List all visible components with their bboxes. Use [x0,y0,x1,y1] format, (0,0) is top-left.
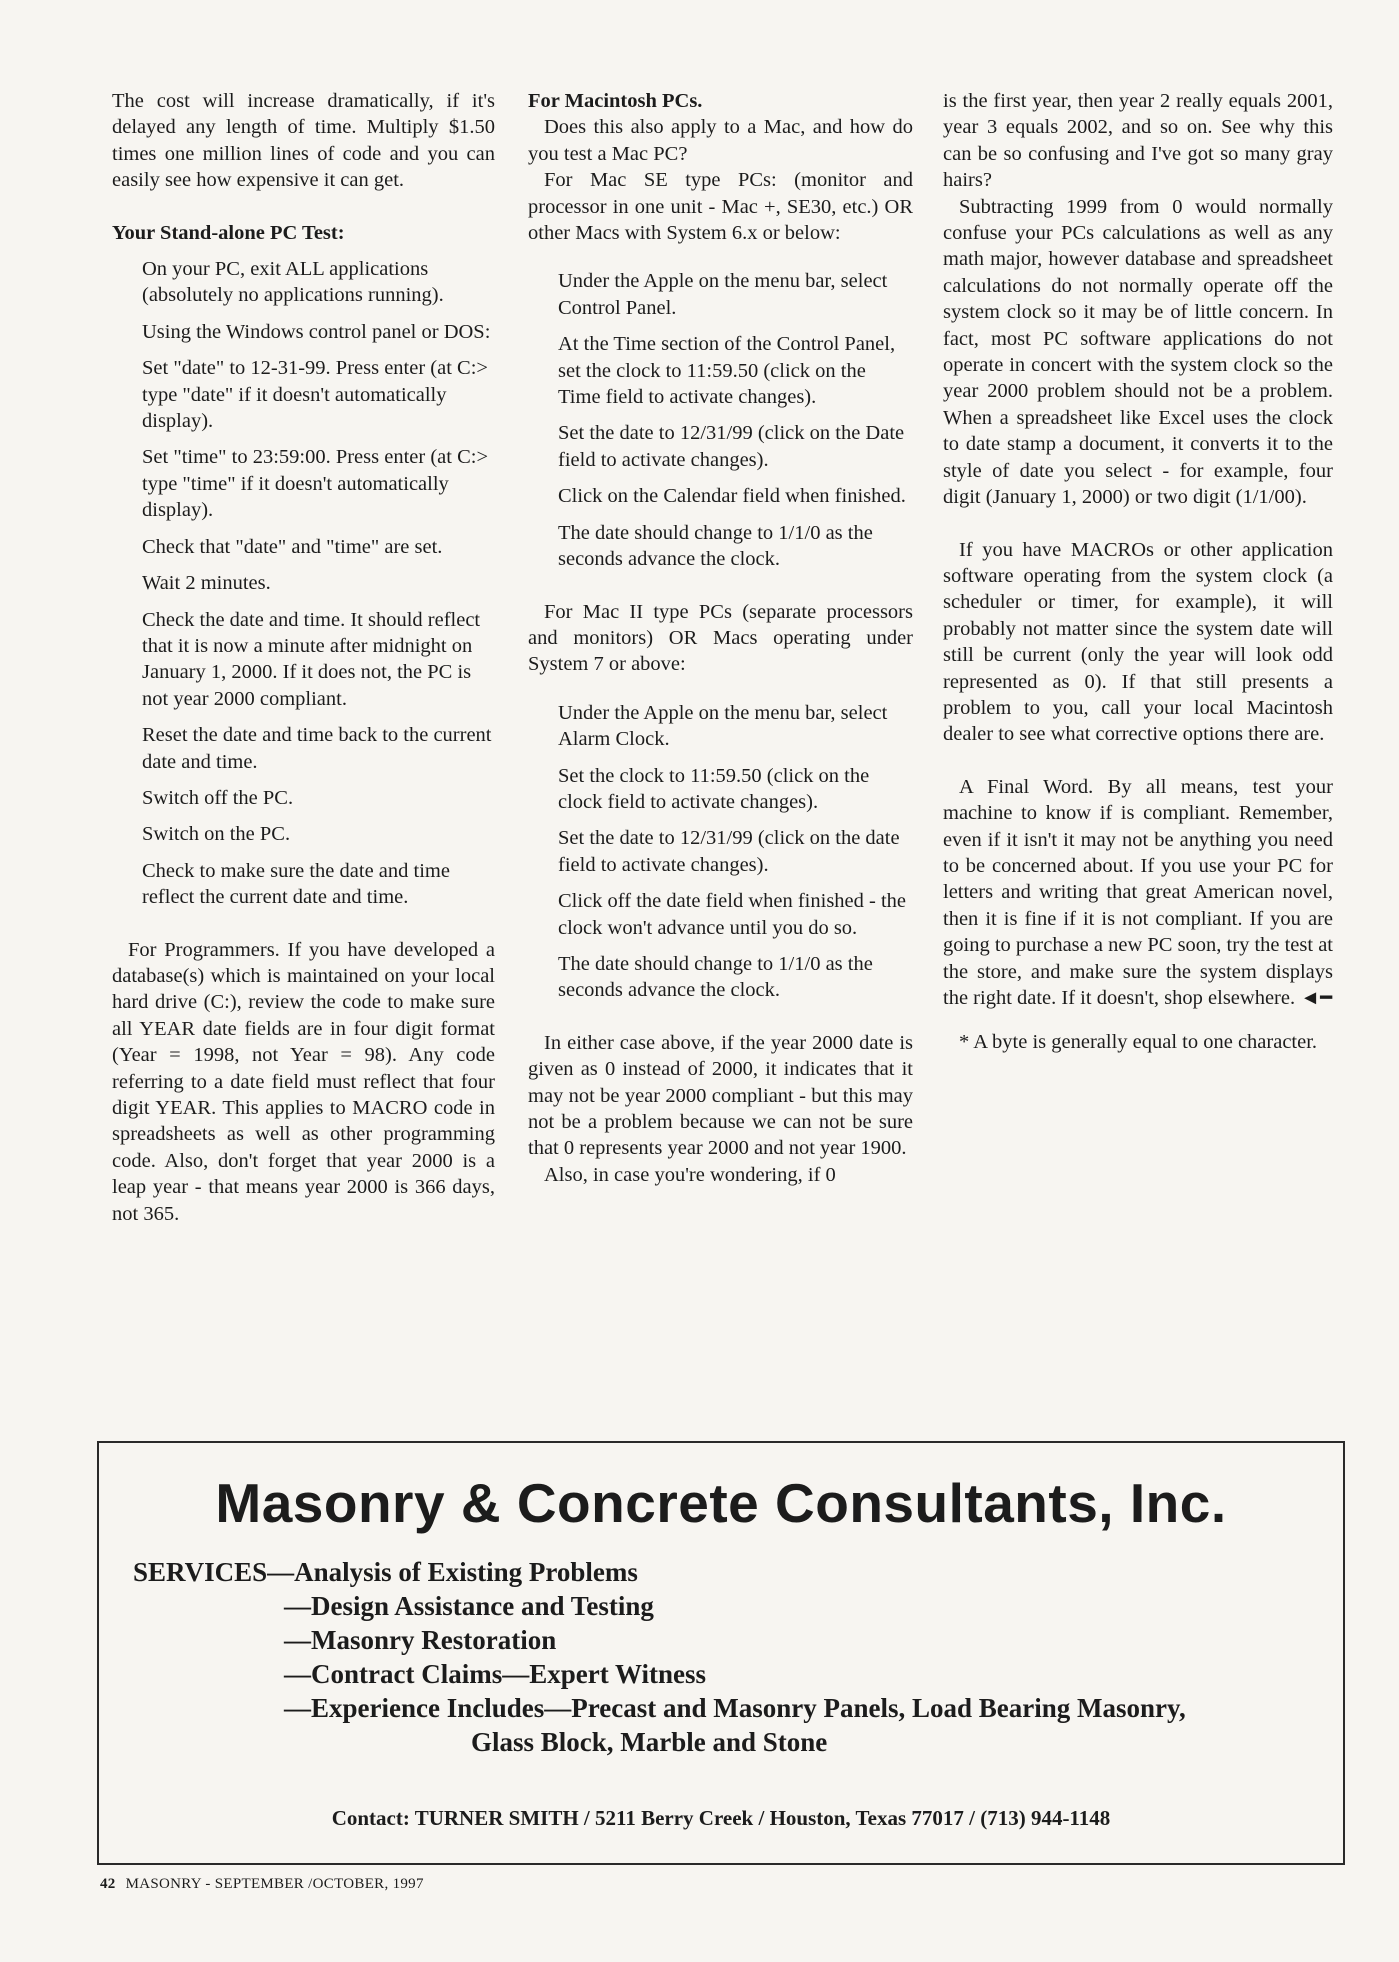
step-item: Click on the Calendar field when finished. [558,485,906,508]
intro-paragraph: The cost will increase dramatically, if it's delayed any length of time. Multiply $1.50 times one million lines of code and you can easily see how expensive it can get. [112,90,495,192]
step-item: Using the Windows control panel or DOS: [142,320,491,343]
column-1 [112,88,495,1227]
step-item: At the Time section of the Control Panel, set the clock to 11:59.50 (click on the Time field to activate changes). [558,333,896,409]
step-item: Set the clock to 11:59.50 (click on the clock field to activate changes). [558,764,870,813]
step-item: Set the date to 12/31/99 (click on the Date field to activate changes). [558,422,905,471]
final-word-paragraph [943,774,1333,1012]
step-item: Wait 2 minutes. [142,572,271,595]
step-item: On your PC, exit ALL applications (absolutely no applications running). [142,258,444,307]
step-item: Check the date and time. It should reflect that it is now a minute after midnight on January 1, 2000. If it does not, the PC is not year 2000 compliant. [142,608,481,710]
mac-se-paragraph: For Mac SE type PCs: (monitor and processor in one unit - Mac +, SE30, etc.) OR other Macs with System 6.x or below: [528,169,913,245]
step-item: The date should change to 1/1/0 as the seconds advance the clock. [558,952,873,1002]
step-item: Set "date" to 12-31-99. Press enter (at C:> type "date" if it doesn't automatically display). [142,357,488,433]
step-item: Check that "date" and "time" are set. [142,535,443,558]
wondering-paragraph: Also, in case you're wondering, if 0 [544,1163,836,1186]
step-item: Reset the date and time back to the current date and time. [142,724,492,773]
mac-ii-paragraph: For Mac II type PCs (separate processors and monitors) OR Macs operating under System 7 or above: [528,600,913,676]
stand-alone-test-heading: Your Stand-alone PC Test: [112,221,345,244]
step-item: Switch on the PC. [142,823,291,846]
ad-contact: Contact: TURNER SMITH / 5211 Berry Creek / Houston, Texas 77017 / (713) 944-1148 [331,1806,1111,1830]
either-case-paragraph: In either case above, if the year 2000 date is given as 0 instead of 2000, it indicates that it may not be year 2000 compliant - but this may not be a problem because we can not be sure that 0 represents year 2000 and not year 1900. [528,1031,913,1160]
step-item: Under the Apple on the menu bar, select Alarm Clock. [558,701,888,751]
step-item: The date should change to 1/1/0 as the seconds advance the clock. [558,521,873,571]
mac-question-paragraph: Does this also apply to a Mac, and how do you test a Mac PC? [528,116,913,165]
ad-title: Masonry & Concrete Consultants, Inc. [215,1472,1227,1534]
pc-test-steps [142,256,495,911]
final-word-text: A Final Word. By all means, test your machine to know if is compliant. Remember, even if it isn't it may not be anything you need to be concerned about. If you use your PC for letters and writing that great American novel, then it is fine if it is not compliant. If you are going to purchase a new PC soon, try the test at the store, and make sure the system displays the right date. If it doesn't, shop elsewhere. [943,775,1334,1009]
column-2 [528,88,913,1188]
programmers-paragraph: For Programmers. If you have developed a database(s) which is maintained on your local hard drive (C:), review the code to make sure all YEAR date fields are in four digit format (Year = 1998, not Year = 98). Any code referring to a date field must reflect that four digit YEAR. This applies to MACRO code in spreadsheets as well as other programming code. Also, don't forget that year 2000 is a leap year - that means year 2000 is 366 days, not 365. [112,938,495,1225]
step-item: Switch off the PC. [142,786,294,809]
ad-service-line: —Contract Claims—Expert Witness [284,1659,706,1689]
step-item: Set the date to 12/31/99 (click on the date field to activate changes). [558,827,900,876]
step-item: Check to make sure the date and time reflect the current date and time. [142,859,450,909]
publication-line: MASONRY - SEPTEMBER /OCTOBER, 1997 [125,1876,424,1892]
end-mark-icon: ◄━ [1300,987,1333,1009]
page-footer [100,1876,424,1893]
ad-service-line: SERVICES—Analysis of Existing Problems [133,1557,638,1587]
ad-service-line: —Design Assistance and Testing [284,1591,654,1621]
macros-paragraph: If you have MACROs or other application software operating from the system clock (a scheduler or timer, for example), it will probably not matter since the system date will still be current (only the year will look odd represented as 0). If that still presents a problem to you, call your local Macintosh dealer to see what corrective options there are. [943,538,1333,746]
step-item: Click off the date field when finished - the clock won't advance until you do so. [558,890,907,939]
step-item: Under the Apple on the menu bar, select Control Panel. [558,270,888,319]
advertisement-box [97,1441,1345,1865]
ad-service-line: —Masonry Restoration [284,1625,557,1655]
first-year-paragraph: is the first year, then year 2 really equals 2001, year 3 equals 2002, and so on. See why this can be so confusing and I've got so many gray hairs? [943,90,1333,192]
ad-service-line: Glass Block, Marble and Stone [471,1727,828,1757]
subtracting-paragraph: Subtracting 1999 from 0 would normally confuse your PCs calculations as well as any math major, however database and spreadsheet calculations do not normally operate off the system clock so it may be of little concern. In fact, most PC software applications do not operate in concert with the system clock so the year 2000 problem should not be a problem. When a spreadsheet like Excel uses the clock to date stamp a document, it converts it to the style of date you select - for example, four digit (January 1, 2000) or two digit (1/1/00). [943,195,1333,509]
macintosh-heading: For Macintosh PCs. [528,90,703,112]
ad-service-line: —Experience Includes—Precast and Masonry Panels, Load Bearing Masonry, [284,1693,1186,1723]
mac-se-steps [558,268,913,572]
footnote: * A byte is generally equal to one character. [959,1031,1318,1054]
step-item: Set "time" to 23:59:00. Press enter (at C:> type "time" if it doesn't automatically display). [142,446,489,522]
page-number: 42 [100,1876,116,1892]
mac-ii-steps [558,700,913,1004]
column-3 [943,88,1333,1056]
